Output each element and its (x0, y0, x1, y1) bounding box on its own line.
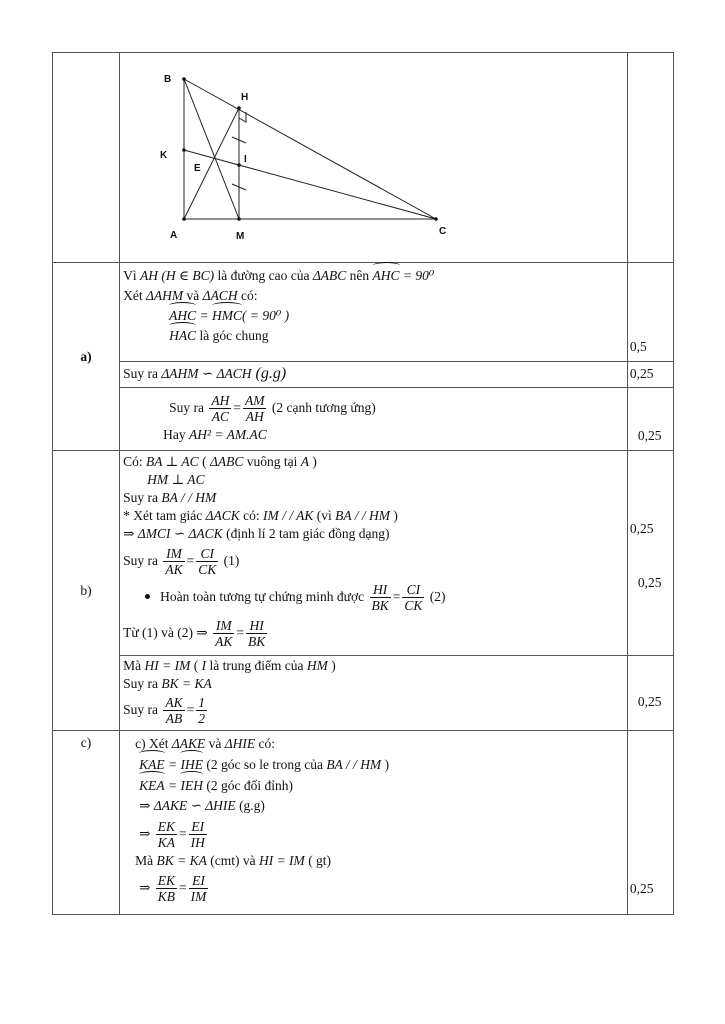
part-b-label: b) (53, 451, 120, 731)
part-c-label: c) (53, 731, 120, 915)
right-angle-mark (239, 112, 246, 122)
point-label-B: B (164, 74, 172, 85)
part-a-row-2 (53, 362, 674, 388)
part-c-line-5: ⇒ $\frac{EK}{KA}$ = $\frac{EI}{IH}$ (139, 819, 205, 851)
part-a-line-1: Vì AH (H ∈ BC) là đường cao của ΔABC nên AHC = 90⁰ (123, 266, 623, 286)
part-a-score-2: 0,25 (629, 366, 654, 381)
part-c-line-6: Mà BK = KA (cmt) và HI = IM ( gt) (135, 853, 332, 868)
part-b-line-1: Có: BA ⊥ AC ( ΔABC vuông tại A ) (123, 454, 317, 469)
figure-label-cell (53, 53, 120, 263)
part-a-score-3: 0,25 (637, 428, 662, 443)
part-b-line-2: HM ⊥ AC (147, 472, 205, 487)
part-b-line-11: Suy ra $\frac{AK}{AB}$ = $\frac{1}{2}$ (123, 695, 205, 727)
part-a-line-7: Hay AH² = AM.AC (163, 427, 267, 442)
part-a-line-5: Suy ra ΔAHM ∽ ΔACH (g.g) (123, 365, 287, 382)
figure-score-cell (627, 53, 673, 263)
part-a-score-1: 0,5 (629, 339, 647, 354)
solution-page (52, 52, 674, 915)
part-b-line-7: Hoàn toàn tương tự chứng minh được $\frac{HI}{BK}$ = $\frac{CI}{CK}$ (2) (123, 579, 623, 615)
part-b-score-3: 0,25 (637, 694, 662, 709)
point-label-I: I (244, 154, 247, 165)
part-b-row-2 (53, 656, 674, 731)
part-c-line-1: c) Xét ΔAKE và ΔHIE có: (135, 736, 276, 751)
segment-AH (184, 108, 239, 219)
figure-cell (120, 53, 628, 263)
point-label-K: K (160, 150, 168, 161)
part-b-line-6: Suy ra $\frac{IM}{AK}$ = $\frac{CI}{CK}$ (1) (123, 546, 240, 578)
part-b-line-3: Suy ra BA / / HM (123, 490, 217, 505)
part-a-line-2: Xét ΔAHM và ΔACH có: (123, 288, 258, 303)
segment-KC (184, 150, 436, 219)
part-b-line-5: ⇒ ΔMCI ∽ ΔACK (định lí 2 tam giác đồng dạng) (123, 526, 390, 541)
point-label-H: H (241, 92, 249, 103)
segment-BM (184, 79, 239, 219)
part-b-line-4: * Xét tam giác ΔACK có: IM / / AK (vì BA / / HM ) (123, 508, 398, 523)
geometry-figure (120, 53, 627, 258)
part-a-line-3: AHC = HMC( = 90⁰ ) (123, 306, 623, 326)
part-a-label: a) (53, 263, 120, 451)
part-c-line-3: KEA = IEH (2 góc đối đỉnh) (123, 775, 623, 796)
part-b-line-10: Suy ra BK = KA (123, 676, 212, 691)
point-label-C: C (439, 226, 447, 237)
part-a-row-3 (53, 388, 674, 451)
part-a-line-6: Suy ra $\frac{AH}{AC}$ = $\frac{AM}{AH}$ (2 cạnh tương ứng) (169, 393, 376, 425)
part-c-row-1 (53, 731, 674, 915)
angle-AHC: AHC (373, 266, 400, 286)
part-c-line-4: ⇒ ΔAKE ∽ ΔHIE (g.g) (139, 798, 265, 813)
part-a-row-1 (53, 263, 674, 362)
part-b-line-9: Mà HI = IM ( I là trung điểm của HM ) (123, 658, 336, 673)
part-a-line-4: HAC là góc chung (123, 326, 623, 346)
part-b-row-1 (53, 451, 674, 656)
point-label-E: E (194, 163, 201, 174)
segment-BC (184, 79, 436, 219)
part-c-line-2: KAE = IHE (2 góc so le trong của BA / / HM ) (123, 754, 623, 775)
figure-row (53, 53, 674, 263)
part-b-score-2: 0,25 (637, 575, 662, 590)
part-b-line-8: Từ (1) và (2) ⇒ $\frac{IM}{AK}$ = $\frac{HI}{BK}$ (123, 618, 266, 650)
point-label-M: M (236, 231, 245, 242)
part-c-score-1: 0,25 (629, 881, 654, 896)
part-b-score-1: 0,25 (629, 521, 654, 536)
part-c-line-7: ⇒ $\frac{EK}{KB}$ = $\frac{EI}{IM}$ (139, 873, 207, 905)
point-label-A: A (170, 230, 178, 241)
solution-table (52, 52, 674, 915)
bullet-icon (145, 594, 150, 599)
